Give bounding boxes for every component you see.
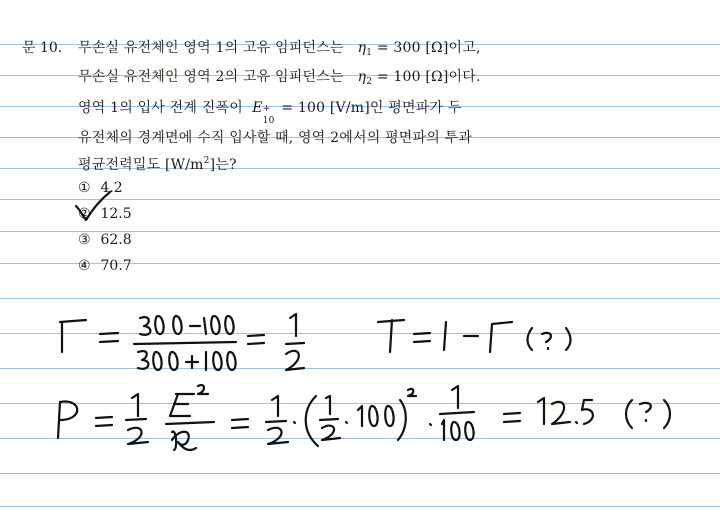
option-4-marker: ④	[78, 258, 91, 274]
e-field-sup: +	[262, 104, 271, 114]
e-field-sub: 10	[262, 116, 275, 126]
eta1-subscript: 1	[366, 48, 373, 58]
problem-line-4: 유전체의 경계면에 수직 입사할 때, 영역 2에서의 평면파의 투과	[78, 130, 473, 146]
line3-text: 영역 1의 입사 전계 진폭이	[78, 100, 243, 116]
line5-sup: 2	[203, 156, 210, 166]
line1-text: 무손실 유전체인 영역 1의 고유 임피던스는	[78, 40, 344, 56]
handwritten-line-2	[58, 385, 670, 450]
option-1-marker: ①	[78, 180, 91, 196]
e-field-symbol: E	[252, 100, 263, 116]
e-field-value: = 100 [V/m]인 평면파가 두	[281, 100, 462, 116]
option-2-marker: ②	[78, 206, 91, 222]
line2-text: 무손실 유전체인 영역 2의 고유 임피던스는	[78, 69, 344, 85]
option-3-value: 62.8	[100, 232, 132, 248]
eta2-symbol: η	[357, 69, 367, 85]
question-number: 문 10.	[22, 40, 63, 56]
line5-text-a: 평균전력밀도 [W/m	[78, 157, 204, 173]
option-2-value: 12.5	[100, 206, 132, 222]
eta1-value: = 300 [Ω]이고,	[376, 40, 481, 56]
handwritten-line-1	[60, 314, 571, 370]
option-3-marker: ③	[78, 232, 91, 248]
eta2-subscript: 2	[366, 77, 373, 87]
line5-text-b: ]는?	[209, 157, 237, 173]
option-4-value: 70.7	[100, 258, 132, 274]
eta1-symbol: η	[357, 40, 367, 56]
option-1-value: 4.2	[100, 180, 123, 196]
checkmark-icon	[76, 192, 110, 220]
eta2-value: = 100 [Ω]이다.	[376, 69, 481, 85]
